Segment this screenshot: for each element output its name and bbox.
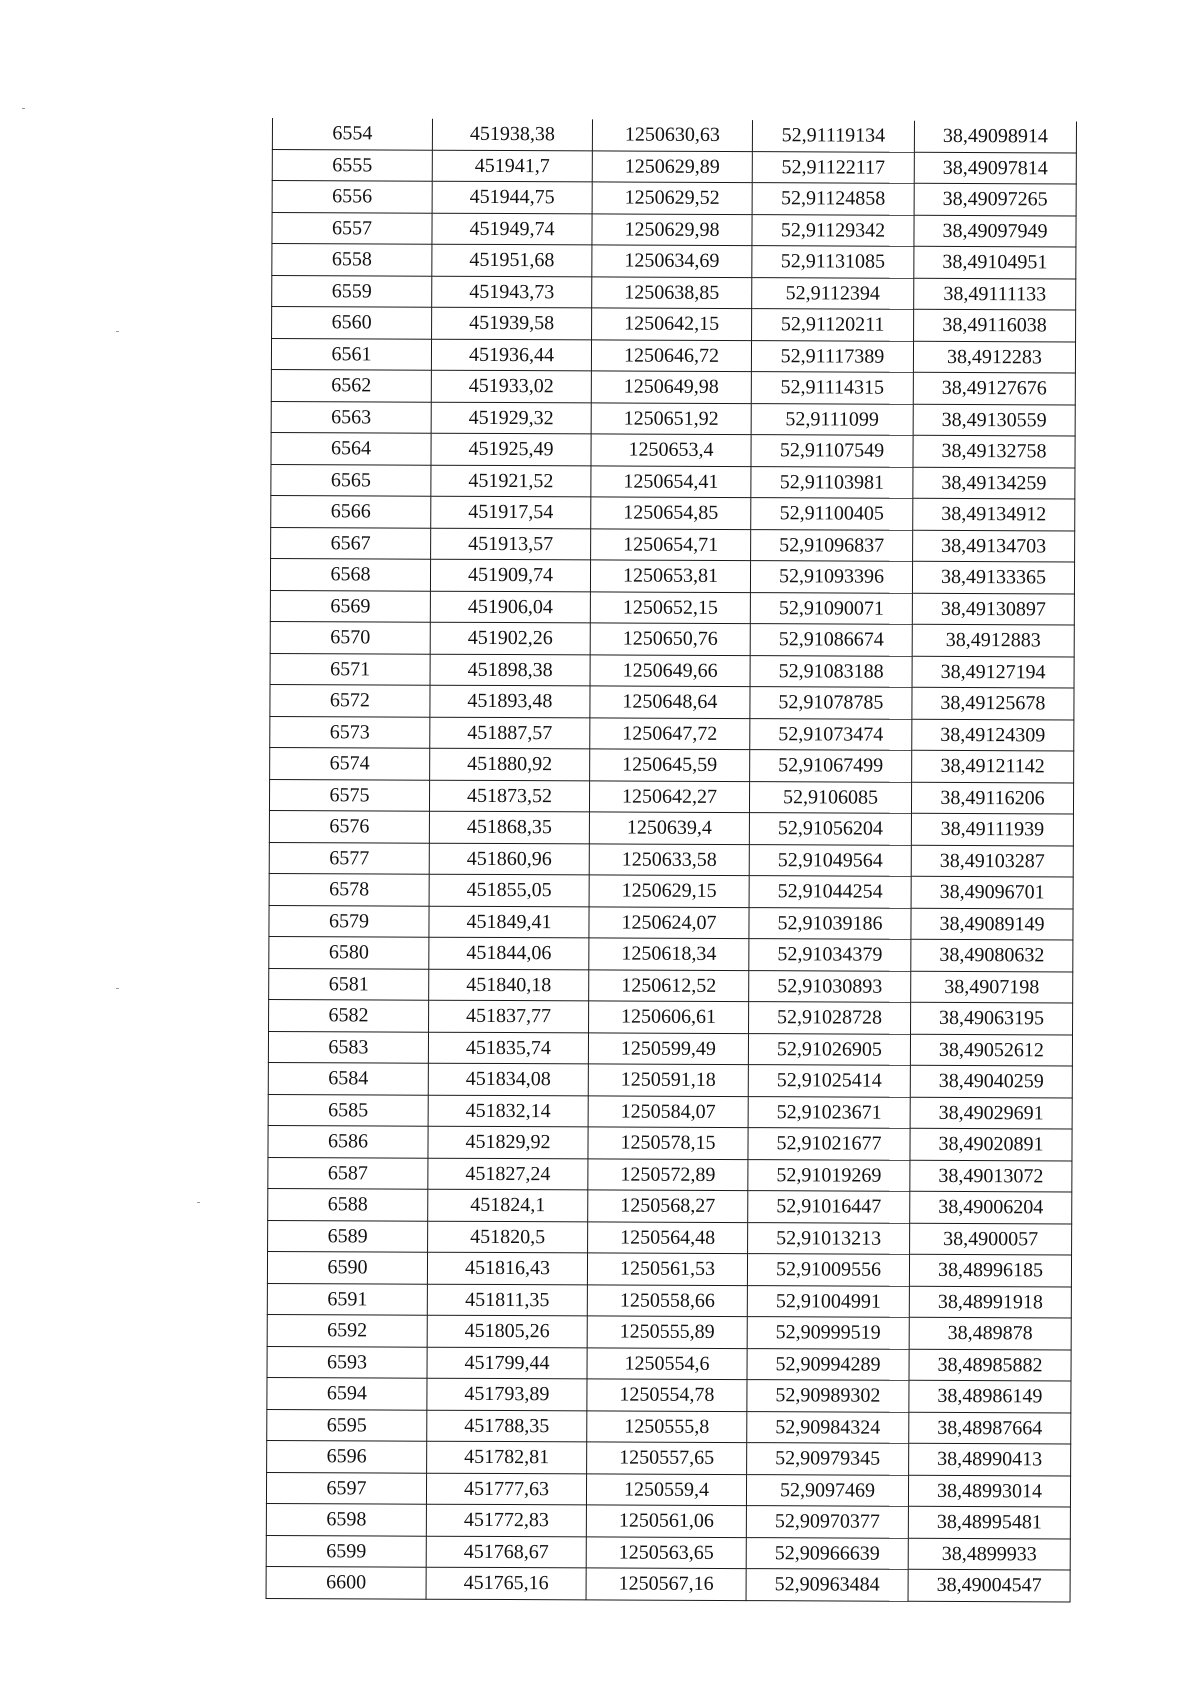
x-coordinate-cell: 451837,77 <box>429 1000 589 1032</box>
longitude-cell: 38,49098914 <box>914 121 1076 153</box>
latitude-cell: 52,90963484 <box>746 1569 908 1601</box>
x-coordinate-cell: 451827,24 <box>428 1158 588 1190</box>
point-number-cell: 6582 <box>269 999 429 1031</box>
point-number-cell: 6590 <box>267 1251 427 1283</box>
point-number-cell: 6586 <box>268 1125 428 1157</box>
longitude-cell: 38,49130559 <box>913 404 1075 436</box>
y-coordinate-cell: 1250558,66 <box>587 1284 747 1316</box>
y-coordinate-cell: 1250651,92 <box>591 402 751 434</box>
table-row <box>269 968 1073 1003</box>
x-coordinate-cell: 451855,05 <box>429 874 589 906</box>
y-coordinate-cell: 1250654,71 <box>591 528 751 560</box>
longitude-cell: 38,49052612 <box>910 1034 1072 1066</box>
latitude-cell: 52,91096837 <box>751 529 913 561</box>
y-coordinate-cell: 1250646,72 <box>591 339 751 371</box>
latitude-cell: 52,90999519 <box>747 1317 909 1349</box>
y-coordinate-cell: 1250654,41 <box>591 465 751 497</box>
x-coordinate-cell: 451840,18 <box>429 969 589 1001</box>
latitude-cell: 52,91025414 <box>748 1065 910 1097</box>
longitude-cell: 38,48986149 <box>909 1380 1071 1412</box>
point-number-cell: 6583 <box>268 1031 428 1063</box>
longitude-cell: 38,4900057 <box>910 1223 1072 1255</box>
latitude-cell: 52,91004991 <box>747 1285 909 1317</box>
y-coordinate-cell: 1250584,07 <box>588 1095 748 1127</box>
x-coordinate-cell: 451936,44 <box>431 339 591 371</box>
table-row <box>267 1346 1071 1381</box>
point-number-cell: 6588 <box>268 1188 428 1220</box>
y-coordinate-cell: 1250649,66 <box>590 654 750 686</box>
y-coordinate-cell: 1250618,34 <box>589 938 749 970</box>
table-row <box>272 181 1076 216</box>
x-coordinate-cell: 451835,74 <box>428 1032 588 1064</box>
point-number-cell: 6569 <box>270 590 430 622</box>
longitude-cell: 38,49103287 <box>911 845 1073 877</box>
longitude-cell: 38,48995481 <box>908 1506 1070 1538</box>
point-number-cell: 6575 <box>269 779 429 811</box>
y-coordinate-cell: 1250647,72 <box>590 717 750 749</box>
longitude-cell: 38,48996185 <box>909 1254 1071 1286</box>
x-coordinate-cell: 451909,74 <box>430 559 590 591</box>
point-number-cell: 6592 <box>267 1314 427 1346</box>
x-coordinate-cell: 451906,04 <box>430 591 590 623</box>
longitude-cell: 38,49097265 <box>914 183 1076 215</box>
latitude-cell: 52,91034379 <box>749 939 911 971</box>
longitude-cell: 38,49127194 <box>912 656 1074 688</box>
x-coordinate-cell: 451917,54 <box>431 496 591 528</box>
x-coordinate-cell: 451768,67 <box>426 1536 586 1568</box>
point-number-cell: 6572 <box>270 684 430 716</box>
scan-speck <box>22 108 25 109</box>
y-coordinate-cell: 1250652,15 <box>590 591 750 623</box>
table-row <box>266 1566 1070 1601</box>
table-row <box>272 118 1076 153</box>
x-coordinate-cell: 451860,96 <box>429 843 589 875</box>
x-coordinate-cell: 451898,38 <box>430 654 590 686</box>
table-row <box>271 432 1075 467</box>
longitude-cell: 38,49124309 <box>912 719 1074 751</box>
table-row <box>269 905 1073 940</box>
x-coordinate-cell: 451844,06 <box>429 937 589 969</box>
y-coordinate-cell: 1250612,52 <box>589 969 749 1001</box>
table-row <box>267 1440 1071 1475</box>
longitude-cell: 38,4899933 <box>908 1538 1070 1570</box>
latitude-cell: 52,91030893 <box>749 970 911 1002</box>
y-coordinate-cell: 1250606,61 <box>589 1001 749 1033</box>
table-row <box>267 1314 1071 1349</box>
point-number-cell: 6591 <box>267 1283 427 1315</box>
y-coordinate-cell: 1250568,27 <box>588 1190 748 1222</box>
point-number-cell: 6570 <box>270 621 430 653</box>
x-coordinate-cell: 451816,43 <box>427 1252 587 1284</box>
point-number-cell: 6579 <box>269 905 429 937</box>
latitude-cell: 52,9111099 <box>751 403 913 435</box>
table-row <box>268 1157 1072 1192</box>
longitude-cell: 38,4912283 <box>913 341 1075 373</box>
x-coordinate-cell: 451887,57 <box>430 717 590 749</box>
latitude-cell: 52,90970377 <box>746 1506 908 1538</box>
longitude-cell: 38,49006204 <box>910 1191 1072 1223</box>
table-row <box>268 1188 1072 1223</box>
longitude-cell: 38,489878 <box>909 1317 1071 1349</box>
point-number-cell: 6563 <box>271 401 431 433</box>
table-row <box>272 307 1076 342</box>
x-coordinate-cell: 451949,74 <box>432 213 592 245</box>
latitude-cell: 52,91039186 <box>749 907 911 939</box>
y-coordinate-cell: 1250629,52 <box>592 182 752 214</box>
y-coordinate-cell: 1250654,85 <box>591 497 751 529</box>
coordinates-table <box>266 118 1077 1602</box>
latitude-cell: 52,91117389 <box>751 340 913 372</box>
table-row <box>271 464 1075 499</box>
latitude-cell: 52,9097469 <box>746 1474 908 1506</box>
latitude-cell: 52,91131085 <box>752 246 914 278</box>
latitude-cell: 52,91103981 <box>751 466 913 498</box>
longitude-cell: 38,49029691 <box>910 1097 1072 1129</box>
x-coordinate-cell: 451793,89 <box>427 1378 587 1410</box>
latitude-cell: 52,90966639 <box>746 1537 908 1569</box>
y-coordinate-cell: 1250630,63 <box>592 119 752 151</box>
x-coordinate-cell: 451832,14 <box>428 1095 588 1127</box>
point-number-cell: 6558 <box>272 244 432 276</box>
y-coordinate-cell: 1250554,6 <box>587 1347 747 1379</box>
point-number-cell: 6555 <box>272 149 432 181</box>
latitude-cell: 52,91016447 <box>748 1191 910 1223</box>
latitude-cell: 52,91129342 <box>752 214 914 246</box>
latitude-cell: 52,9106085 <box>749 781 911 813</box>
latitude-cell: 52,91049564 <box>749 844 911 876</box>
y-coordinate-cell: 1250653,4 <box>591 434 751 466</box>
y-coordinate-cell: 1250599,49 <box>588 1032 748 1064</box>
x-coordinate-cell: 451938,38 <box>432 119 592 151</box>
y-coordinate-cell: 1250557,65 <box>587 1442 747 1474</box>
scan-speck <box>116 331 119 332</box>
latitude-cell: 52,91107549 <box>751 435 913 467</box>
y-coordinate-cell: 1250591,18 <box>588 1064 748 1096</box>
point-number-cell: 6567 <box>271 527 431 559</box>
point-number-cell: 6600 <box>266 1566 426 1598</box>
y-coordinate-cell: 1250561,06 <box>586 1505 746 1537</box>
longitude-cell: 38,4912883 <box>912 624 1074 656</box>
latitude-cell: 52,90979345 <box>747 1443 909 1475</box>
longitude-cell: 38,49089149 <box>911 908 1073 940</box>
longitude-cell: 38,49133365 <box>912 561 1074 593</box>
point-number-cell: 6557 <box>272 212 432 244</box>
point-number-cell: 6560 <box>272 307 432 339</box>
longitude-cell: 38,49020891 <box>910 1128 1072 1160</box>
x-coordinate-cell: 451873,52 <box>429 780 589 812</box>
table-row <box>268 1094 1072 1129</box>
y-coordinate-cell: 1250578,15 <box>588 1127 748 1159</box>
longitude-cell: 38,49040259 <box>910 1065 1072 1097</box>
table-row <box>268 1062 1072 1097</box>
x-coordinate-cell: 451925,49 <box>431 433 591 465</box>
y-coordinate-cell: 1250639,4 <box>589 812 749 844</box>
longitude-cell: 38,48990413 <box>909 1443 1071 1475</box>
point-number-cell: 6559 <box>272 275 432 307</box>
latitude-cell: 52,91083188 <box>750 655 912 687</box>
latitude-cell: 52,91019269 <box>748 1159 910 1191</box>
table-row <box>272 244 1076 279</box>
y-coordinate-cell: 1250648,64 <box>590 686 750 718</box>
latitude-cell: 52,91114315 <box>751 372 913 404</box>
table-row <box>266 1535 1070 1570</box>
latitude-cell: 52,91124858 <box>752 183 914 215</box>
x-coordinate-cell: 451799,44 <box>427 1347 587 1379</box>
table-row <box>270 558 1074 593</box>
point-number-cell: 6566 <box>271 495 431 527</box>
point-number-cell: 6593 <box>267 1346 427 1378</box>
longitude-cell: 38,49097814 <box>914 152 1076 184</box>
table-row <box>271 527 1075 562</box>
x-coordinate-cell: 451933,02 <box>431 370 591 402</box>
table-row <box>270 590 1074 625</box>
table-row <box>269 999 1073 1034</box>
latitude-cell: 52,90984324 <box>747 1411 909 1443</box>
y-coordinate-cell: 1250653,81 <box>590 560 750 592</box>
latitude-cell: 52,91021677 <box>748 1128 910 1160</box>
table-row <box>272 149 1076 184</box>
table-row <box>270 747 1074 782</box>
table-row <box>267 1409 1071 1444</box>
y-coordinate-cell: 1250567,16 <box>586 1568 746 1600</box>
point-number-cell: 6571 <box>270 653 430 685</box>
table-row <box>272 212 1076 247</box>
point-number-cell: 6589 <box>268 1220 428 1252</box>
longitude-cell: 38,49134259 <box>913 467 1075 499</box>
x-coordinate-cell: 451943,73 <box>432 276 592 308</box>
y-coordinate-cell: 1250555,89 <box>587 1316 747 1348</box>
x-coordinate-cell: 451944,75 <box>432 181 592 213</box>
table-row <box>271 338 1075 373</box>
longitude-cell: 38,49096701 <box>911 876 1073 908</box>
table-row <box>270 684 1074 719</box>
latitude-cell: 52,91086674 <box>750 624 912 656</box>
y-coordinate-cell: 1250650,76 <box>590 623 750 655</box>
table-row <box>266 1472 1070 1507</box>
table-row <box>268 1125 1072 1160</box>
point-number-cell: 6585 <box>268 1094 428 1126</box>
y-coordinate-cell: 1250629,15 <box>589 875 749 907</box>
x-coordinate-cell: 451772,83 <box>426 1504 586 1536</box>
longitude-cell: 38,49104951 <box>914 246 1076 278</box>
table-row <box>270 653 1074 688</box>
y-coordinate-cell: 1250645,59 <box>590 749 750 781</box>
point-number-cell: 6595 <box>267 1409 427 1441</box>
x-coordinate-cell: 451921,52 <box>431 465 591 497</box>
point-number-cell: 6574 <box>270 747 430 779</box>
y-coordinate-cell: 1250638,85 <box>592 276 752 308</box>
y-coordinate-cell: 1250649,98 <box>591 371 751 403</box>
x-coordinate-cell: 451765,16 <box>426 1567 586 1599</box>
latitude-cell: 52,91028728 <box>749 1002 911 1034</box>
point-number-cell: 6599 <box>266 1535 426 1567</box>
y-coordinate-cell: 1250554,78 <box>587 1379 747 1411</box>
longitude-cell: 38,49063195 <box>911 1002 1073 1034</box>
latitude-cell: 52,91120211 <box>752 309 914 341</box>
point-number-cell: 6596 <box>267 1440 427 1472</box>
table-row <box>267 1251 1071 1286</box>
point-number-cell: 6578 <box>269 873 429 905</box>
y-coordinate-cell: 1250572,89 <box>588 1158 748 1190</box>
table-row <box>269 842 1073 877</box>
latitude-cell: 52,91023671 <box>748 1096 910 1128</box>
latitude-cell: 52,90989302 <box>747 1380 909 1412</box>
y-coordinate-cell: 1250634,69 <box>592 245 752 277</box>
x-coordinate-cell: 451880,92 <box>430 748 590 780</box>
latitude-cell: 52,91100405 <box>751 498 913 530</box>
table-row <box>266 1503 1070 1538</box>
point-number-cell: 6568 <box>270 558 430 590</box>
y-coordinate-cell: 1250561,53 <box>587 1253 747 1285</box>
longitude-cell: 38,49111133 <box>914 278 1076 310</box>
point-number-cell: 6556 <box>272 181 432 213</box>
longitude-cell: 38,49132758 <box>913 435 1075 467</box>
longitude-cell: 38,49013072 <box>910 1160 1072 1192</box>
y-coordinate-cell: 1250642,27 <box>589 780 749 812</box>
table-row <box>272 275 1076 310</box>
table-row <box>271 495 1075 530</box>
y-coordinate-cell: 1250633,58 <box>589 843 749 875</box>
x-coordinate-cell: 451893,48 <box>430 685 590 717</box>
x-coordinate-cell: 451902,26 <box>430 622 590 654</box>
longitude-cell: 38,49121142 <box>912 750 1074 782</box>
latitude-cell: 52,91056204 <box>749 813 911 845</box>
x-coordinate-cell: 451868,35 <box>429 811 589 843</box>
point-number-cell: 6594 <box>267 1377 427 1409</box>
x-coordinate-cell: 451929,32 <box>431 402 591 434</box>
scan-speck <box>197 1202 200 1203</box>
latitude-cell: 52,91067499 <box>750 750 912 782</box>
table-row <box>267 1377 1071 1412</box>
point-number-cell: 6597 <box>266 1472 426 1504</box>
y-coordinate-cell: 1250563,65 <box>586 1536 746 1568</box>
point-number-cell: 6580 <box>269 936 429 968</box>
longitude-cell: 38,49134912 <box>913 498 1075 530</box>
longitude-cell: 38,49130897 <box>912 593 1074 625</box>
point-number-cell: 6564 <box>271 432 431 464</box>
y-coordinate-cell: 1250642,15 <box>592 308 752 340</box>
x-coordinate-cell: 451951,68 <box>432 244 592 276</box>
x-coordinate-cell: 451834,08 <box>428 1063 588 1095</box>
latitude-cell: 52,91122117 <box>752 151 914 183</box>
longitude-cell: 38,48987664 <box>909 1412 1071 1444</box>
longitude-cell: 38,49004547 <box>908 1569 1070 1601</box>
x-coordinate-cell: 451782,81 <box>427 1441 587 1473</box>
x-coordinate-cell: 451820,5 <box>428 1221 588 1253</box>
table-row <box>268 1031 1072 1066</box>
y-coordinate-cell: 1250629,98 <box>592 213 752 245</box>
x-coordinate-cell: 451849,41 <box>429 906 589 938</box>
table-row <box>269 810 1073 845</box>
longitude-cell: 38,49125678 <box>912 687 1074 719</box>
longitude-cell: 38,4907198 <box>911 971 1073 1003</box>
latitude-cell: 52,91090071 <box>750 592 912 624</box>
latitude-cell: 52,91009556 <box>747 1254 909 1286</box>
table-row <box>271 369 1075 404</box>
latitude-cell: 52,91119134 <box>752 120 914 152</box>
coordinates-table-body <box>266 118 1076 1601</box>
x-coordinate-cell: 451829,92 <box>428 1126 588 1158</box>
point-number-cell: 6584 <box>268 1062 428 1094</box>
point-number-cell: 6562 <box>271 369 431 401</box>
y-coordinate-cell: 1250629,89 <box>592 150 752 182</box>
latitude-cell: 52,91026905 <box>748 1033 910 1065</box>
latitude-cell: 52,90994289 <box>747 1348 909 1380</box>
scan-speck <box>116 988 119 989</box>
point-number-cell: 6573 <box>270 716 430 748</box>
table-row <box>269 873 1073 908</box>
longitude-cell: 38,49097949 <box>914 215 1076 247</box>
latitude-cell: 52,91044254 <box>749 876 911 908</box>
point-number-cell: 6598 <box>266 1503 426 1535</box>
x-coordinate-cell: 451824,1 <box>428 1189 588 1221</box>
longitude-cell: 38,49080632 <box>911 939 1073 971</box>
longitude-cell: 38,48991918 <box>909 1286 1071 1318</box>
latitude-cell: 52,91073474 <box>750 718 912 750</box>
longitude-cell: 38,49134703 <box>913 530 1075 562</box>
longitude-cell: 38,49127676 <box>913 372 1075 404</box>
table-row <box>270 716 1074 751</box>
latitude-cell: 52,91093396 <box>750 561 912 593</box>
longitude-cell: 38,49116206 <box>911 782 1073 814</box>
latitude-cell: 52,9112394 <box>752 277 914 309</box>
point-number-cell: 6581 <box>269 968 429 1000</box>
longitude-cell: 38,48985882 <box>909 1349 1071 1381</box>
x-coordinate-cell: 451811,35 <box>427 1284 587 1316</box>
y-coordinate-cell: 1250624,07 <box>589 906 749 938</box>
table-row <box>268 1220 1072 1255</box>
x-coordinate-cell: 451777,63 <box>426 1473 586 1505</box>
latitude-cell: 52,91013213 <box>748 1222 910 1254</box>
point-number-cell: 6576 <box>269 810 429 842</box>
x-coordinate-cell: 451941,7 <box>432 150 592 182</box>
longitude-cell: 38,48993014 <box>908 1475 1070 1507</box>
point-number-cell: 6587 <box>268 1157 428 1189</box>
longitude-cell: 38,49111939 <box>911 813 1073 845</box>
point-number-cell: 6554 <box>272 118 432 150</box>
point-number-cell: 6561 <box>271 338 431 370</box>
point-number-cell: 6565 <box>271 464 431 496</box>
table-row <box>267 1283 1071 1318</box>
x-coordinate-cell: 451805,26 <box>427 1315 587 1347</box>
latitude-cell: 52,91078785 <box>750 687 912 719</box>
x-coordinate-cell: 451939,58 <box>432 307 592 339</box>
x-coordinate-cell: 451788,35 <box>427 1410 587 1442</box>
y-coordinate-cell: 1250555,8 <box>587 1410 747 1442</box>
y-coordinate-cell: 1250559,4 <box>586 1473 746 1505</box>
y-coordinate-cell: 1250564,48 <box>588 1221 748 1253</box>
table-row <box>270 621 1074 656</box>
table-row <box>271 401 1075 436</box>
x-coordinate-cell: 451913,57 <box>431 528 591 560</box>
table-row <box>269 936 1073 971</box>
table-row <box>269 779 1073 814</box>
longitude-cell: 38,49116038 <box>914 309 1076 341</box>
point-number-cell: 6577 <box>269 842 429 874</box>
